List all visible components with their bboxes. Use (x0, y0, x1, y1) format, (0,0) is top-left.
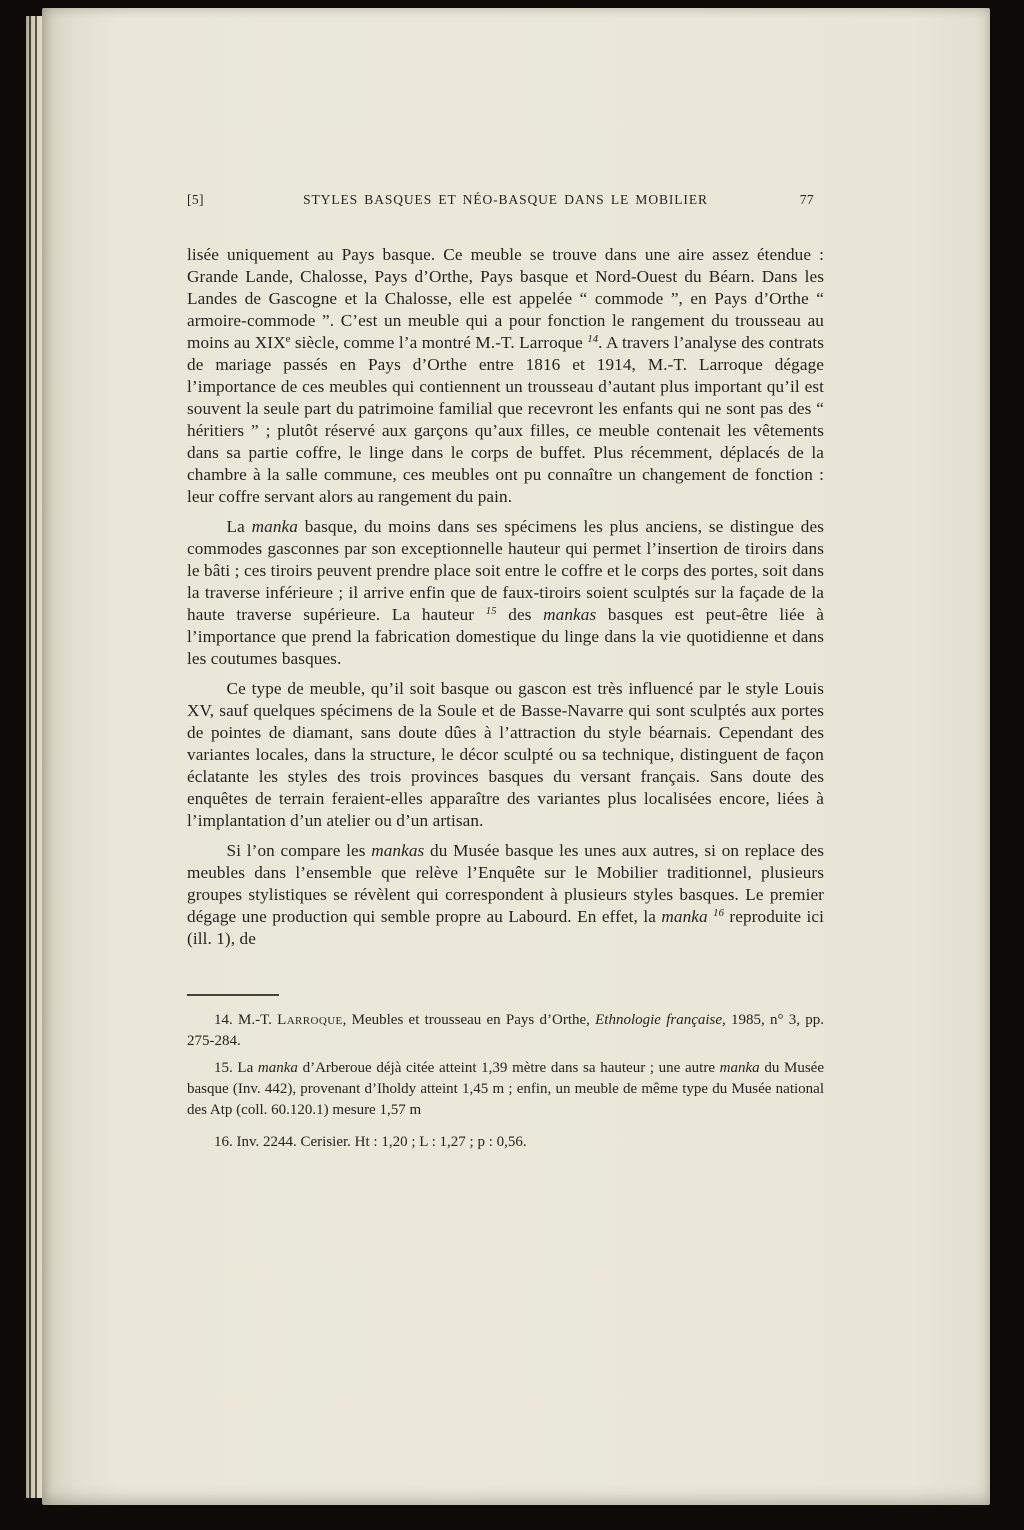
text-segment: La (226, 517, 252, 536)
text-segment: lisée uniquement au Pays basque. Ce meuble se trouve dans une aire assez étendue : Grande Lande, Chalosse, Pays d’Orthe, Pays basque et Nord-Ouest du Béarn. Dans les Landes de Gascogne et la Chalosse, elle est appelée “ commode ”, en Pays d’Orthe “ armoire-commode ”. C’est un meuble qui a pour fonction le rangement du trousseau au moins au XIX (187, 245, 824, 352)
text-segment: Si l’on compare les (226, 841, 372, 860)
book-page-edge-stack (24, 16, 42, 1498)
text-segment: Larroque (277, 1012, 343, 1028)
text-segment: Ethnologie française (595, 1012, 723, 1028)
footnote-reference: 16 (713, 908, 724, 920)
text-segment: du Musée basque (Inv. 442), provenant d’Iholdy atteint 1,45 m ; enfin, un meuble de même type du Musée national des Atp (coll. 60.120.1) mesure 1,57 m (187, 1060, 824, 1118)
text-segment: manka (661, 907, 714, 926)
footnote (187, 1010, 824, 1052)
footnote-separator-rule (187, 994, 279, 996)
text-segment: Ce type de meuble, qu’il soit basque ou gascon est très influencé par le style Louis XV, sauf quelques spécimens de la Soule et de Basse-Navarre qui sont sculptés aux portes de pointes de diamant, sans doute dûes à l’attraction du style béarnais. Cependant des variantes locales, dans la structure, le décor sculpté ou sa technique, distinguent de façon éclatante les styles des trois provinces basques du versant français. Sans doute des enquêtes de terrain feraient-elles apparaître des variantes plus localisées encore, liées à l’implantation d’un atelier ou d’un artisan. (187, 679, 824, 830)
body-text (187, 244, 824, 950)
text-segment: basques est peut-être liée à l’importance que prend la fabrication domestique du linge dans la vie quotidienne et dans les coutumes basques. (187, 605, 824, 668)
text-segment: manka (251, 517, 298, 536)
text-segment: basque, du moins dans ses spécimens les plus anciens, se distingue des commodes gasconnes par son exceptionnelle hauteur qui permet l’insertion de tiroirs dans le bâti ; ces tiroirs peuvent prendre place soit entre le coffre et le corps des portes, soit dans la traverse inférieure ; il arrive enfin que de faux-tiroirs soient sculptés sur la façade de la haute traverse supérieure. La hauteur (187, 517, 824, 624)
text-segment: . A travers l’analyse des contrats de mariage passés en Pays d’Orthe entre 1816 et 1914, M.-T. Larroque dégage l’importance de ces meubles qui contiennent un trousseau d’autant plus important qu’il est souvent la seule part du patrimoine familial que recevront les enfants qui ne sont pas des “ héritiers ” ; plutôt réservé aux garçons qu’aux filles, ce meuble contenait les vêtements dans sa partie coffre, le linge dans le corps de buffet. Plus récemment, déplacés de la chambre à la salle commune, ces meubles ont pu connaître un changement de fonction : leur coffre servant alors au rangement du pain. (187, 333, 825, 506)
text-segment: mankas (543, 605, 597, 624)
footnote-reference: 15 (485, 606, 497, 618)
footnote (187, 1132, 824, 1153)
scanned-page (42, 8, 990, 1505)
text-segment: 16. Inv. 2244. Cerisier. Ht : 1,20 ; L : 1,27 ; p : 0,56. (214, 1134, 527, 1150)
text-segment: manka (257, 1060, 298, 1076)
footnote (187, 1058, 824, 1121)
text-segment: des (496, 605, 544, 624)
paragraph (187, 516, 824, 670)
text-segment: manka (719, 1060, 760, 1076)
text-segment: , Meubles et trousseau en Pays d’Orthe, (342, 1012, 596, 1028)
footnote-reference: 14 (587, 334, 599, 346)
text-segment: d’Arberoue déjà citée atteint 1,39 mètre dans sa hauteur ; une autre (297, 1060, 720, 1076)
text-segment: , 1985, n° 3, pp. 275-284. (187, 1012, 824, 1049)
text-segment: du Musée basque les unes aux autres, si on replace des meubles dans l’ensemble que relève l’Enquête sur le Mobilier traditionnel, plusieurs groupes stylistiques se révèlent qui correspondent à plusieurs styles basques. Le premier dégage une production qui semble propre au Labourd. En effet, la (187, 841, 825, 926)
paragraph (187, 678, 824, 832)
page-content (187, 190, 824, 1153)
footnotes-block (187, 1010, 824, 1153)
paragraph (187, 244, 824, 508)
paragraph (187, 840, 824, 950)
running-title: STYLES BASQUES ET NÉO-BASQUE DANS LE MOBILIER (303, 192, 708, 207)
footnote-reference: e (285, 334, 291, 346)
page-number: 77 (799, 192, 814, 207)
text-segment: 14. M.-T. (214, 1012, 278, 1028)
text-segment: mankas (371, 841, 425, 860)
text-segment: reproduite ici (ill. 1), de (187, 907, 824, 948)
running-header (187, 190, 824, 210)
text-segment: 15. La (214, 1060, 258, 1076)
section-bracket-number: [5] (187, 192, 204, 207)
text-segment: siècle, comme l’a montré M.-T. Larroque (290, 333, 588, 352)
